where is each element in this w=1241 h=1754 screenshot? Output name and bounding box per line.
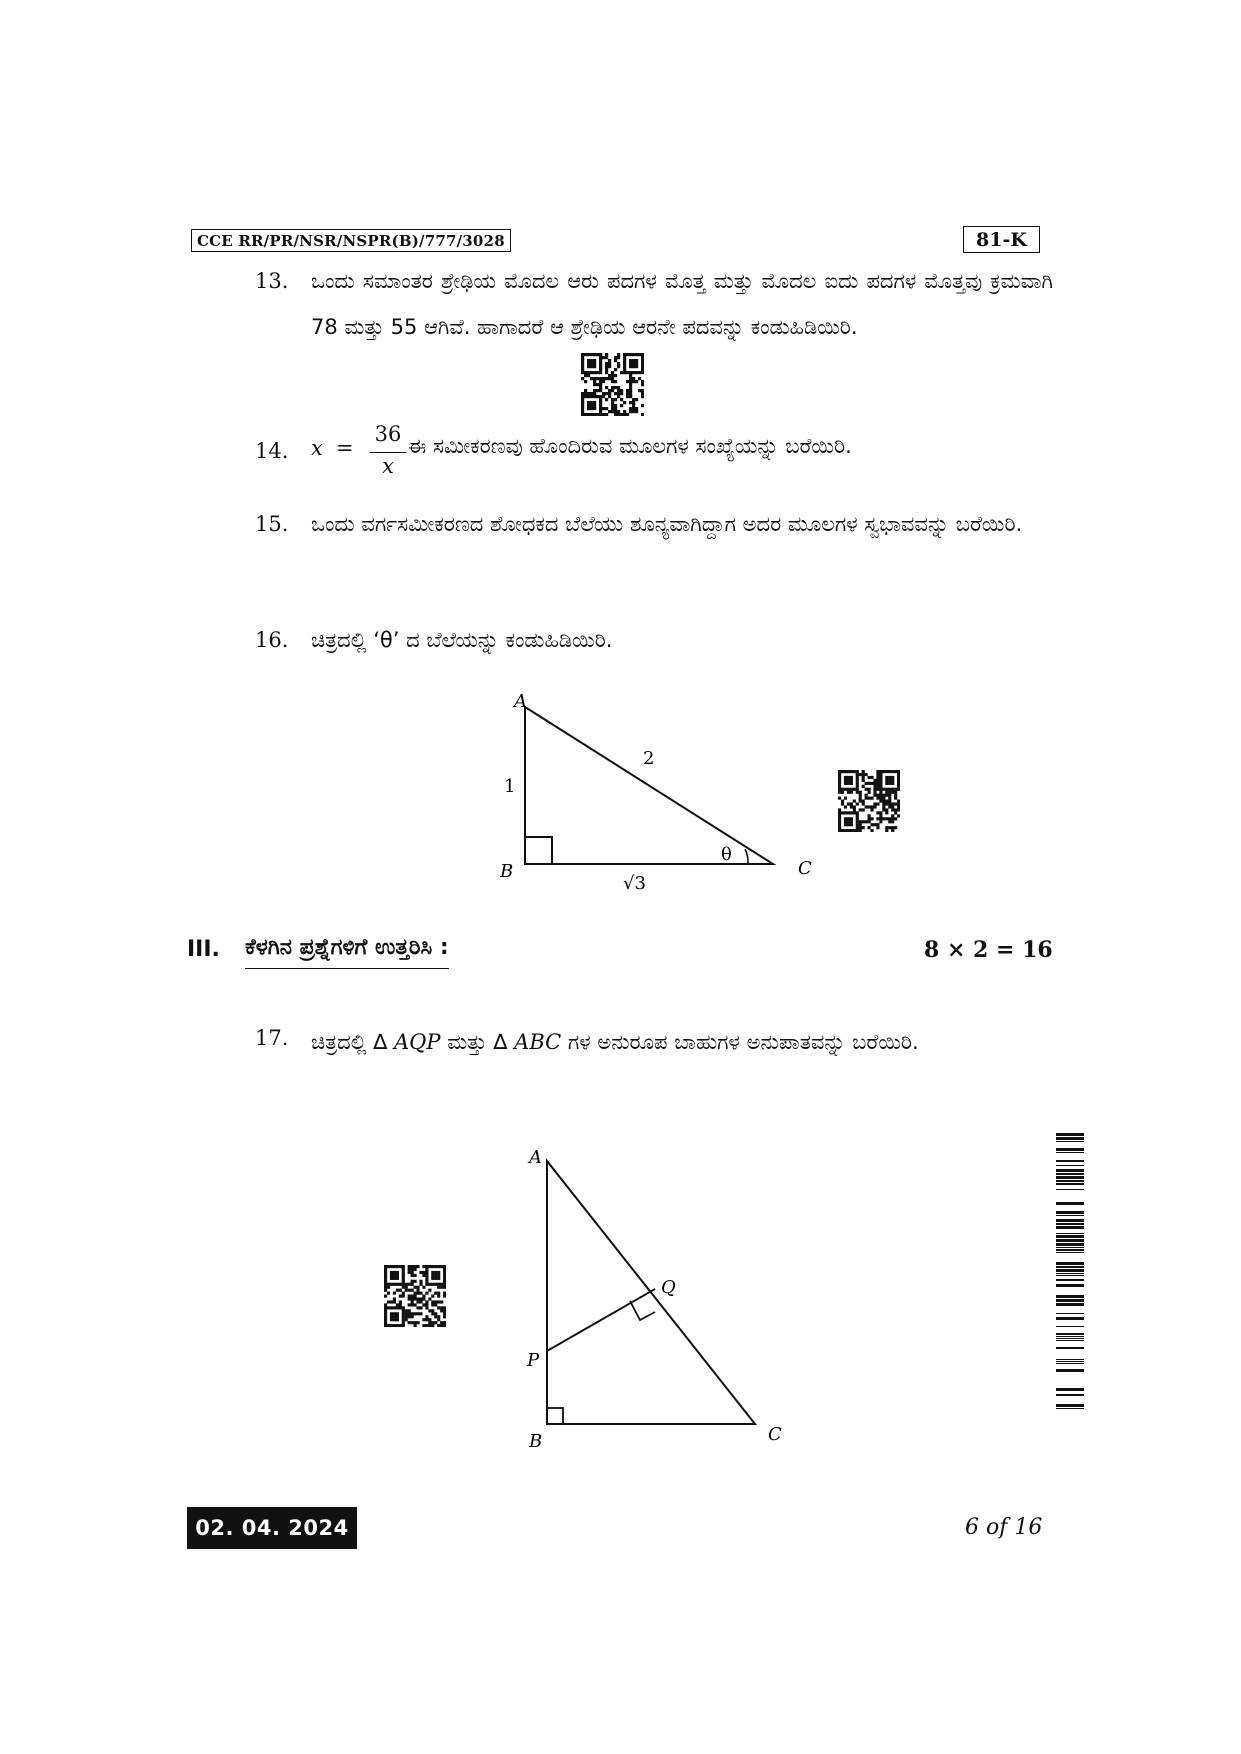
vertex-label-p: P bbox=[527, 1350, 540, 1371]
equation-lhs: x bbox=[311, 436, 323, 460]
question-17-text-part2: ಮತ್ತು ∆ bbox=[447, 1030, 508, 1054]
vertex-label-c: C bbox=[768, 1424, 782, 1445]
question-13-text: ಒಂದು ಸಮಾಂತರ ಶ್ರೇಢಿಯ ಮೊದಲ ಆರು ಪದಗಳ ಮೊತ್ತ ಮತ್ತು ಮೊದಲ ಐದು ಪದಗಳ ಮೊತ್ತವು ಕ್ರಮವಾಗಿ 78 ಮತ್ತು 55 ಆಗಿವೆ. ಹಾಗಾದರೆ ಆ ಶ್ರೇಢಿಯ ಆರನೇ ಪದವನ್ನು ಕಂಡುಹಿಡಿಯಿರಿ. bbox=[311, 269, 1053, 339]
question-16-text: ಚಿತ್ರದಲ್ಲಿ ‘θ’ ದ ಬೆಲೆಯನ್ನು ಕಂಡುಹಿಡಿಯಿರಿ. bbox=[311, 628, 613, 652]
triangle-abc-name: ABC bbox=[514, 1030, 562, 1054]
barcode-icon bbox=[1056, 1133, 1084, 1411]
question-15-text: ಒಂದು ವರ್ಗಸಮೀಕರಣದ ಶೋಧಕದ ಬೆಲೆಯು ಶೂನ್ಯವಾಗಿದ್ದಾಗ ಅದರ ಮೂಲಗಳ ಸ್ವಭಾವವನ್ನು ಬರೆಯಿರಿ. bbox=[311, 512, 1023, 536]
vertex-label-q: Q bbox=[661, 1277, 676, 1298]
qr-code-icon bbox=[581, 353, 644, 416]
angle-arc bbox=[745, 849, 748, 864]
section-marks: 8 × 2 = 16 bbox=[924, 937, 1053, 963]
fraction-denominator: x bbox=[382, 454, 394, 478]
question-number: 17. bbox=[255, 1026, 289, 1050]
angle-theta-label: θ bbox=[721, 844, 732, 865]
triangle-abc bbox=[547, 1161, 755, 1424]
section-title: ಕೆಳಗಿನ ಪ್ರಶ್ನೆಗಳಿಗೆ ಉತ್ತರಿಸಿ : bbox=[245, 935, 449, 969]
exam-date: 02. 04. 2024 bbox=[187, 1507, 357, 1549]
question-17-text-part3: ಗಳ ಅನುರೂಪ ಬಾಹುಗಳ ಅನುಪಾತವನ್ನು ಬರೆಯಿರಿ. bbox=[567, 1030, 919, 1054]
question-14 bbox=[311, 422, 1031, 482]
side-bc-label: √3 bbox=[623, 873, 646, 894]
right-triangle-figure bbox=[490, 680, 830, 900]
question-number: 13. bbox=[255, 269, 289, 293]
similar-triangles-figure bbox=[515, 1135, 795, 1455]
vertex-label-b: B bbox=[500, 861, 514, 882]
right-angle-marker-b bbox=[547, 1408, 563, 1424]
subject-code: 81-K bbox=[963, 226, 1040, 253]
right-angle-marker-q bbox=[630, 1301, 655, 1320]
question-17-text-part1: ಚಿತ್ರದಲ್ಲಿ ∆ bbox=[311, 1030, 388, 1054]
question-number: 14. bbox=[255, 439, 289, 463]
question-number: 16. bbox=[255, 628, 289, 652]
qr-code-icon bbox=[384, 1265, 446, 1327]
vertex-label-c: C bbox=[798, 858, 812, 879]
right-angle-marker bbox=[525, 837, 552, 864]
triangle-abc bbox=[525, 707, 773, 864]
paper-code: CCE RR/PR/NSR/NSPR(B)/777/3028 bbox=[191, 229, 511, 252]
vertex-label-b: B bbox=[529, 1431, 543, 1452]
section-numeral: III. bbox=[187, 937, 220, 962]
fraction-numerator: 36 bbox=[374, 422, 402, 446]
side-ab-label: 1 bbox=[504, 776, 516, 797]
page-number: 6 of 16 bbox=[965, 1515, 1043, 1540]
side-ac-label: 2 bbox=[643, 748, 655, 769]
question-number: 15. bbox=[255, 512, 289, 536]
equals-sign: = bbox=[336, 436, 354, 460]
fraction-bar bbox=[370, 452, 406, 453]
triangle-aqp-name: AQP bbox=[393, 1030, 441, 1054]
qr-code-icon bbox=[838, 770, 900, 832]
vertex-label-a: A bbox=[529, 1147, 542, 1168]
question-17-text bbox=[311, 1014, 1053, 1070]
question-14-text: ಈ ಸಮೀಕರಣವು ಹೊಂದಿರುವ ಮೂಲಗಳ ಸಂಖ್ಯೆಯನ್ನು ಬರೆಯಿರಿ. bbox=[408, 434, 852, 458]
vertex-label-a: A bbox=[514, 691, 527, 712]
segment-pq bbox=[547, 1289, 655, 1351]
